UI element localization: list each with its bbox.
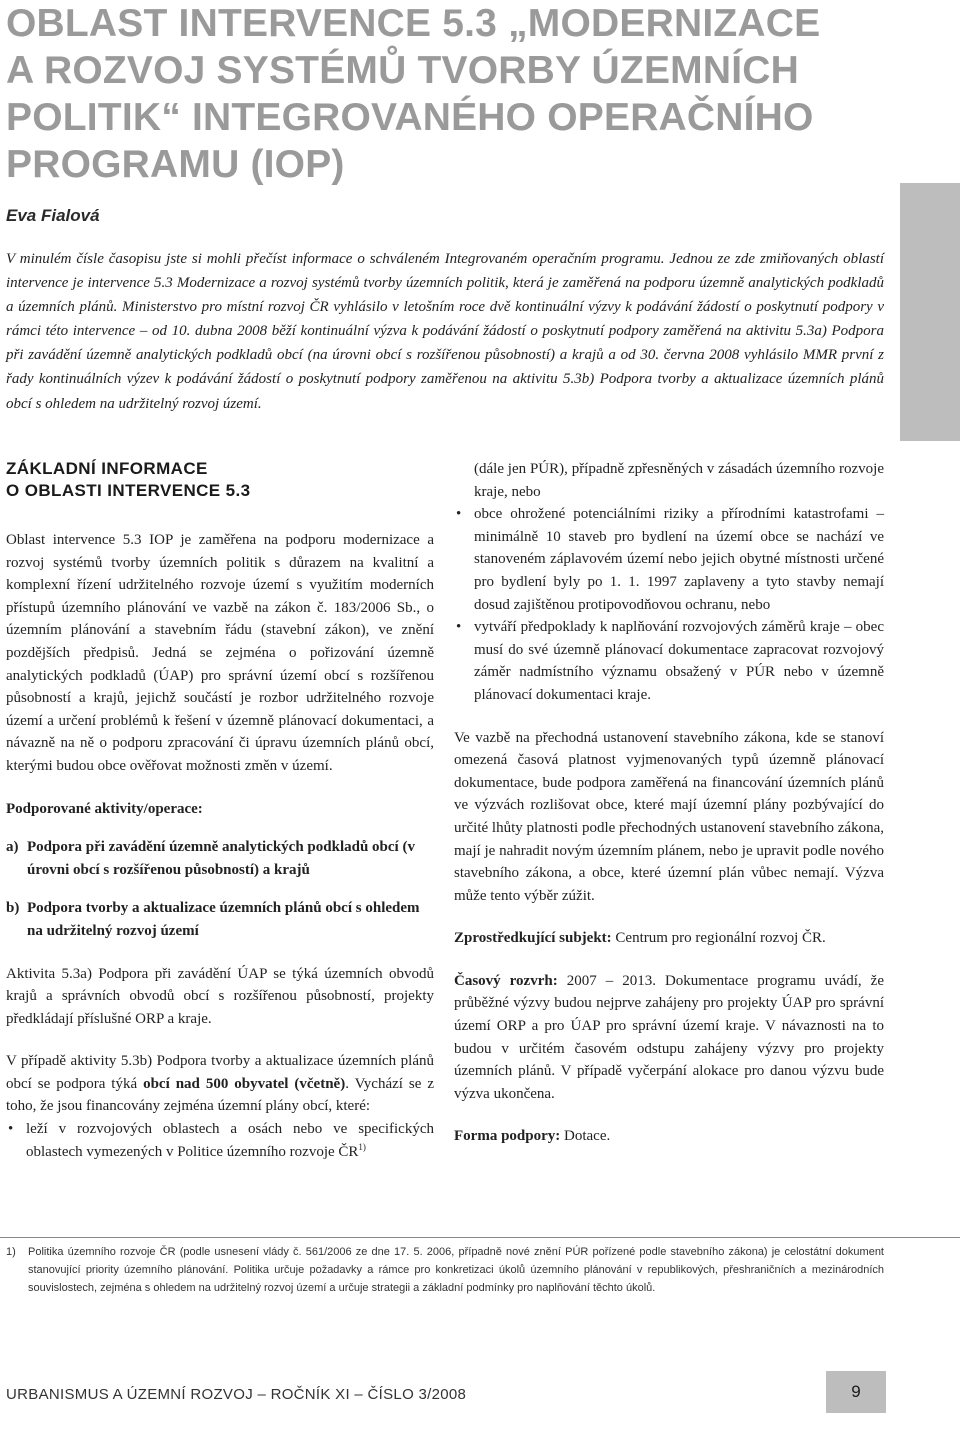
- title-line: POLITIK“ INTEGROVANÉHO OPERAČNÍHO: [6, 96, 814, 139]
- bold-text: Časový rozvrh:: [454, 972, 558, 989]
- author-name: Eva Fialová: [6, 206, 100, 225]
- left-column: [6, 458, 434, 1163]
- body-paragraph: [6, 1050, 434, 1118]
- title-line: A ROZVOJ SYSTÉMŮ TVORBY ÚZEMNÍCH: [6, 49, 799, 92]
- text-run: . Vychází se z toho, že jsou financovány zejména územní plány obcí, které:: [6, 1075, 434, 1115]
- body-paragraph: [454, 1125, 884, 1148]
- side-tab: [900, 183, 960, 441]
- body-paragraph: [454, 927, 884, 950]
- text-run: Dotace.: [560, 1128, 611, 1145]
- list-item: • vytváří předpoklady k naplňování rozvojových záměrů kraje – obec musí do své územně plánovací dokumentace zapracovat rozvojový záměr nadmístního významu obsažený v PÚR nebo v územně plánovací dokumentaci kraje.: [454, 616, 884, 706]
- bold-text: obcí nad 500 obyvatel (včetně): [143, 1075, 346, 1092]
- activity-a: [6, 836, 434, 881]
- intro-paragraph: V minulém čísle časopisu jste si mohli přečíst informace o schváleném Integrovaném operačním programu. Jednou ze zde zmiňovaných oblastí intervence je intervence 5.3 Modernizace a rozvoj systémů tvorby územních politik, která je zaměřená na podporu územně analytických podkladů a územních plánů. Ministerstvo pro místní rozvoj ČR vyhlásilo v letošním roce dvě kontinuální výzvy k podávání žádostí o poskytnutí podpory v rámci této intervence – od 10. dubna 2008 běží kontinuální výzva k podávání žádostí o poskytnutí podpory zaměřená na aktivitu 5.3a) Podpora při zavádění územně analytických podkladů obcí (na úrovni obcí s rozšířenou působností) a krajů a od 30. června 2008 vyhlásilo MMR první z řady kontinuálních výzev k podávání žádostí o poskytnutí podpory zaměřenou na aktivitu 5.3b) Podpora tvorby a aktualizace územních plánů obcí s ohledem na udržitelný rozvoj území.: [6, 251, 884, 412]
- list-item-text: leží v rozvojových oblastech a osách nebo ve specifických oblastech vymezených v Politice územního rozvoje ČR: [26, 1121, 434, 1160]
- footnote: [6, 1243, 884, 1297]
- title-line: OBLAST INTERVENCE 5.3 „MODERNIZACE: [6, 2, 821, 45]
- footnote-ref: 1): [358, 1141, 366, 1152]
- body-paragraph: [454, 970, 884, 1106]
- list-item: • obce ohrožené potenciálními riziky a přírodními katastrofami – minimálně 10 staveb pro bydlení na území obce se nachází ve stanoveném záplavovém území nebo jejich obytné místnosti určené pro bydlení byly po 1. 1. 1997 zaplaveny a tyto stavby nemají dosud zajištěnou protipovodňovou ochranu, nebo: [454, 503, 884, 616]
- journal-footer: URBANISMUS A ÚZEMNÍ ROZVOJ – ROČNÍK XI – ČÍSLO 3/2008: [6, 1386, 467, 1403]
- section-heading-line: O OBLASTI INTERVENCE 5.3: [6, 481, 251, 500]
- activity-b-label: b): [6, 900, 20, 917]
- text-run: V případě aktivity 5.3b) Podpora tvorby a aktualizace územních plánů obcí se podpora týká: [6, 1053, 434, 1092]
- activity-a-label: a): [6, 839, 19, 856]
- criteria-list: [454, 503, 884, 706]
- footnote-divider: [0, 1237, 960, 1238]
- section-heading: [6, 458, 434, 502]
- bold-text: Forma podpory:: [454, 1128, 561, 1145]
- list-item-continuation: (dále jen PÚR), případně zpřesněných v zásadách územního rozvoje kraje, nebo: [474, 461, 884, 500]
- criteria-list: [6, 1118, 434, 1163]
- activity-a-text: Podpora při zavádění územně analytických podkladů obcí (v úrovni obcí s rozšířenou působností) a krajů: [27, 839, 415, 878]
- activity-b: [6, 897, 434, 942]
- text-run: 2007 – 2013. Dokumentace programu uvádí, že průběžné výzvy budou nejprve zahájeny pro projekty ÚAP pro správní území ORP a pro ÚAP pro správní území kraje. V návaznosti na to budou v určitém časovém odstupu zahájeny výzvy pro projekty územních plánů. V případě vyčerpání alokace pro danou výzvu bude výzva ukončena.: [454, 972, 884, 1102]
- list-item: [6, 1118, 434, 1163]
- article-title: [6, 0, 886, 188]
- bold-text: Zprostředkující subjekt:: [454, 930, 612, 947]
- activities-heading: Podporované aktivity/operace:: [6, 800, 203, 817]
- activity-b-text: Podpora tvorby a aktualizace územních plánů obcí s ohledem na udržitelný rozvoj území: [27, 900, 420, 939]
- body-paragraph: Oblast intervence 5.3 IOP je zaměřena na podporu modernizace a rozvoj systémů tvorby územních politik s důrazem na kvalitní a komplexní řízení udržitelného rozvoje území s využitím moderních přístupů územního plánování ve vazbě na zákon č. 183/2006 Sb., o územním plánování a stavebním řádu (stavební zákon), ve znění pozdějších předpisů. Jedná se zejména o pořizování územně analytických podkladů (ÚAP) pro správní území obcí s rozšířenou působností a krajů, jejichž součástí je rozbor udržitelného rozvoje území a určení problémů k řešení v územně plánovací dokumentaci, a návazně na ně o podporu zpracování či úpravu územních plánů obcí, kterými budou obce ověřovat možnosti změn v území.: [6, 532, 434, 774]
- body-paragraph: Aktivita 5.3a) Podpora při zavádění ÚAP se týká územních obvodů krajů a správních obvodů obcí s rozšířenou působností, projekty předkládají příslušné ORP a kraje.: [6, 965, 434, 1027]
- right-column: [454, 458, 884, 1148]
- text-run: Centrum pro regionální rozvoj ČR.: [611, 930, 826, 947]
- footnote-text: Politika územního rozvoje ČR (podle usnesení vlády č. 561/2006 ze dne 17. 5. 2006, případně nové znění PÚR pořízené podle stavebního zákona) je celostátní dokument stanovující priority územního plánování. Politika určuje požadavky a rámce pro konkretizaci úkolů územního plánování v republikových, přeshraničních a mezinárodních souvislostech, zejména s ohledem na udržitelný rozvoj území a určuje strategii a základní podmínky pro naplňování těchto úkolů.: [28, 1246, 884, 1294]
- page-number: 9: [826, 1371, 886, 1413]
- body-paragraph: Ve vazbě na přechodná ustanovení stavebního zákona, kde se stanoví omezená časová platnost vyjmenovaných typů územně plánovací dokumentace, bude podpora zaměřená na financování územních plánů ve výzvách rozlišovat obce, které mají územní plány pozbývající do určité lhůty platnosti podle přechodných ustanovení stavebního zákona, mají je nahradit novým územním plánem, nebo je upravit podle nového stavebního zákona, a obce, které územní plán vůbec nemají. Výzva může tento výběr zúžit.: [454, 729, 884, 904]
- footnote-number: 1): [6, 1246, 16, 1258]
- title-line: PROGRAMU (IOP): [6, 143, 345, 186]
- section-heading-line: ZÁKLADNÍ INFORMACE: [6, 459, 208, 478]
